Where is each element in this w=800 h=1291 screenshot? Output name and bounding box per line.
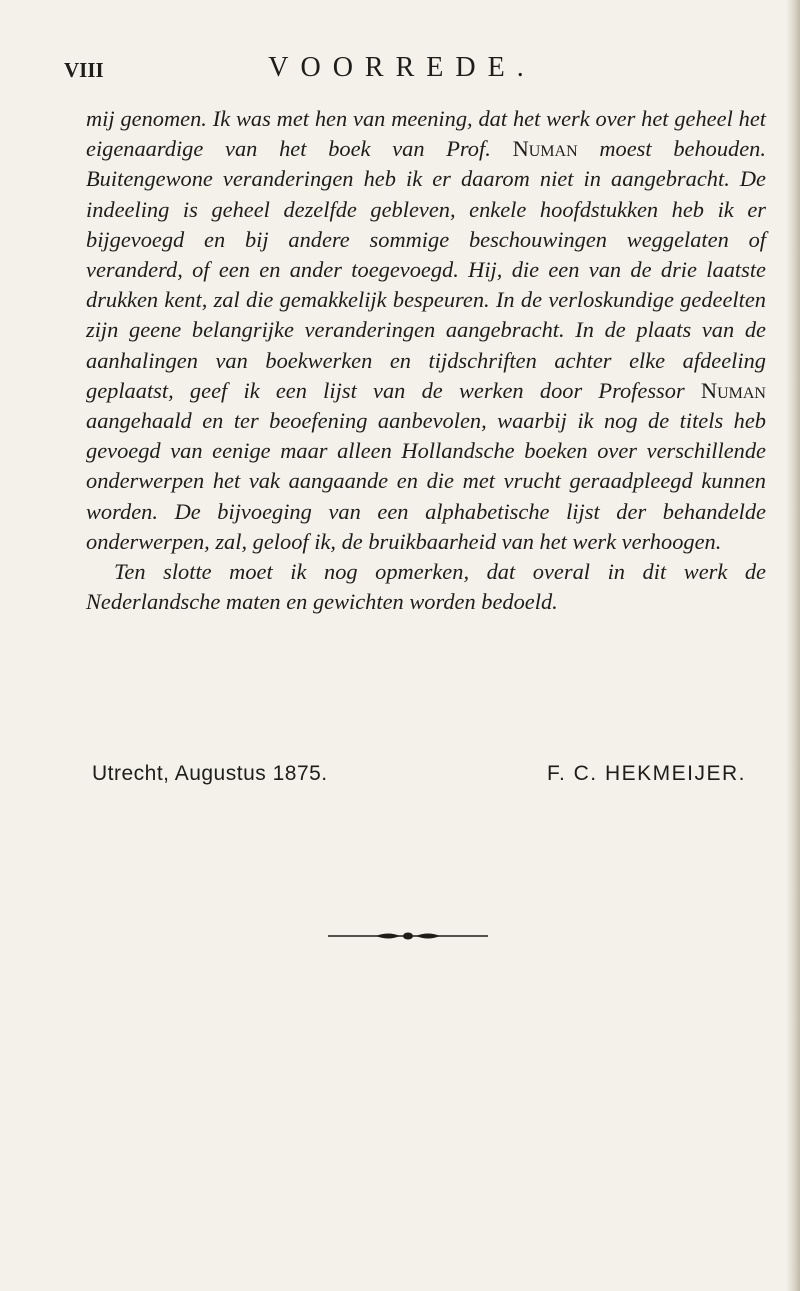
body-text [86,104,766,617]
place-date: Utrecht, Augustus 1875. [92,762,328,785]
paragraph-1 [86,104,766,557]
paragraph-1-part-1: mij genomen. Ik was met hen van meening, dat het werk over het geheel het eigenaardige van het boek van Prof. [86,106,766,162]
paragraph-2: Ten slotte moet ik nog opmerken, dat overal in dit werk de Nederlandsche maten en gewichten worden bedoeld. [86,559,766,615]
author-name-numan: Numan [512,136,578,162]
author-signature: F. C. HEKMEIJER. [546,762,746,785]
signature-line [92,762,752,786]
ornament-divider-icon [328,930,488,942]
page-number: VIII [64,58,104,82]
page-header [64,52,740,92]
running-title: VOORREDE. [268,52,536,83]
author-name-numan: Numan [700,377,766,403]
page-edge [786,0,800,1291]
paragraph-1-part-3: aangehaald en ter beoefening aanbevolen, waarbij ik nog de titels heb gevoegd van eenige maar alleen Hollandsche boeken over verschillende onderwerpen het vak aangaande en die met vrucht geraadpleegd kunnen worden. De bijvoeging van een alphabetische lijst der behandelde onderwerpen, zal, geloof ik, de bruikbaarheid van het werk verhoogen. [86,408,766,554]
paragraph-1-part-2: moest behouden. Buitengewone veranderingen heb ik er daarom niet in aangebracht. De indeeling is geheel dezelfde gebleven, enkele hoofdstukken heb ik er bijgevoegd en bij andere sommige beschouwingen weggelaten of veranderd, of een en ander toegevoegd. Hij, die een van de drie laatste drukken kent, zal die gemakkelijk bespeuren. In de verloskundige gedeelten zijn geene belangrijke veranderingen aangebracht. In de plaats van de aanhalingen van boekwerken en tijdschriften achter elke afdeeling geplaatst, geef ik een lijst van de werken door Professor [86,136,766,403]
